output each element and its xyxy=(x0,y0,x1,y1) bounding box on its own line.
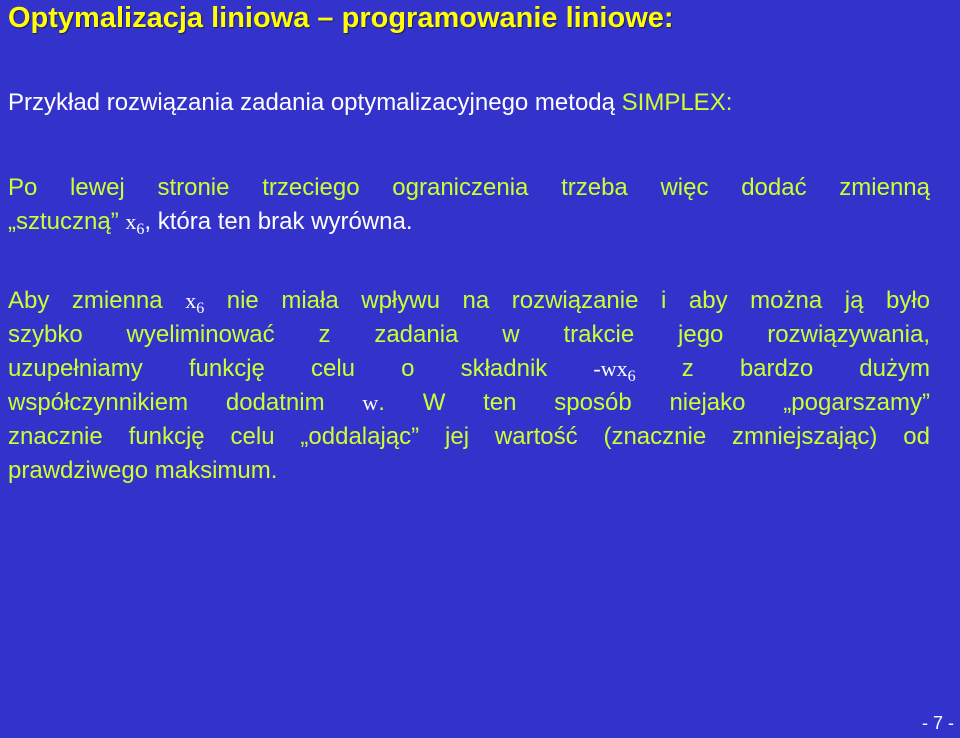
paragraph2-line2: szybko wyeliminować z zadania w trakcie jego rozwiązywania, xyxy=(8,321,930,348)
paragraph2-line3-end: z bardzo dużym xyxy=(635,355,930,382)
variable-x6 xyxy=(185,288,205,317)
subtitle-accent: SIMPLEX: xyxy=(621,89,733,116)
paragraph-penalty-explanation xyxy=(8,284,930,488)
variable-letter: -wx xyxy=(593,356,628,381)
paragraph-artificial-variable xyxy=(8,171,930,239)
page-number: - 7 - xyxy=(921,713,954,733)
variable-w: w xyxy=(362,390,379,415)
paragraph1-line2-rest: , która ten brak wyrówna. xyxy=(144,208,413,235)
variable-subscript: 6 xyxy=(627,368,636,385)
paragraph2-line1 xyxy=(8,284,930,318)
paragraph2-line4-end: . W ten sposób niejako „pogarszamy” xyxy=(378,389,930,416)
paragraph2-line3-start: uzupełniamy funkcję celu o składnik xyxy=(8,355,594,382)
subtitle-text: Przykład rozwiązania zadania optymalizacyjnego metodą xyxy=(8,89,622,116)
paragraph1-quoted-word: „sztuczną” xyxy=(8,208,119,235)
variable-minus-wx6 xyxy=(593,356,636,385)
paragraph1-line2 xyxy=(8,205,930,239)
variable-letter: x xyxy=(125,209,137,234)
paragraph2-line4 xyxy=(8,386,930,420)
paragraph2-line6: prawdziwego maksimum. xyxy=(8,457,278,484)
variable-subscript: 6 xyxy=(136,221,145,238)
paragraph2-line1-end: nie miała wpływu na rozwiązanie i aby można ją było xyxy=(204,287,930,314)
paragraph2-line3 xyxy=(8,352,930,386)
slide-title: Optymalizacja liniowa – programowanie liniowe: xyxy=(8,2,674,34)
paragraph2-line4-start: współczynnikiem dodatnim xyxy=(8,389,363,416)
paragraph1-line1: Po lewej stronie trzeciego ograniczenia trzeba więc dodać zmienną xyxy=(8,174,930,201)
slide-subtitle xyxy=(8,89,732,117)
variable-letter: x xyxy=(185,288,197,313)
paragraph2-line1-start: Aby zmienna xyxy=(8,287,186,314)
paragraph2-line5: znacznie funkcję celu „oddalając” jej wartość (znacznie zmniejszając) od xyxy=(8,423,930,450)
variable-subscript: 6 xyxy=(196,300,205,317)
variable-x6 xyxy=(125,209,145,238)
